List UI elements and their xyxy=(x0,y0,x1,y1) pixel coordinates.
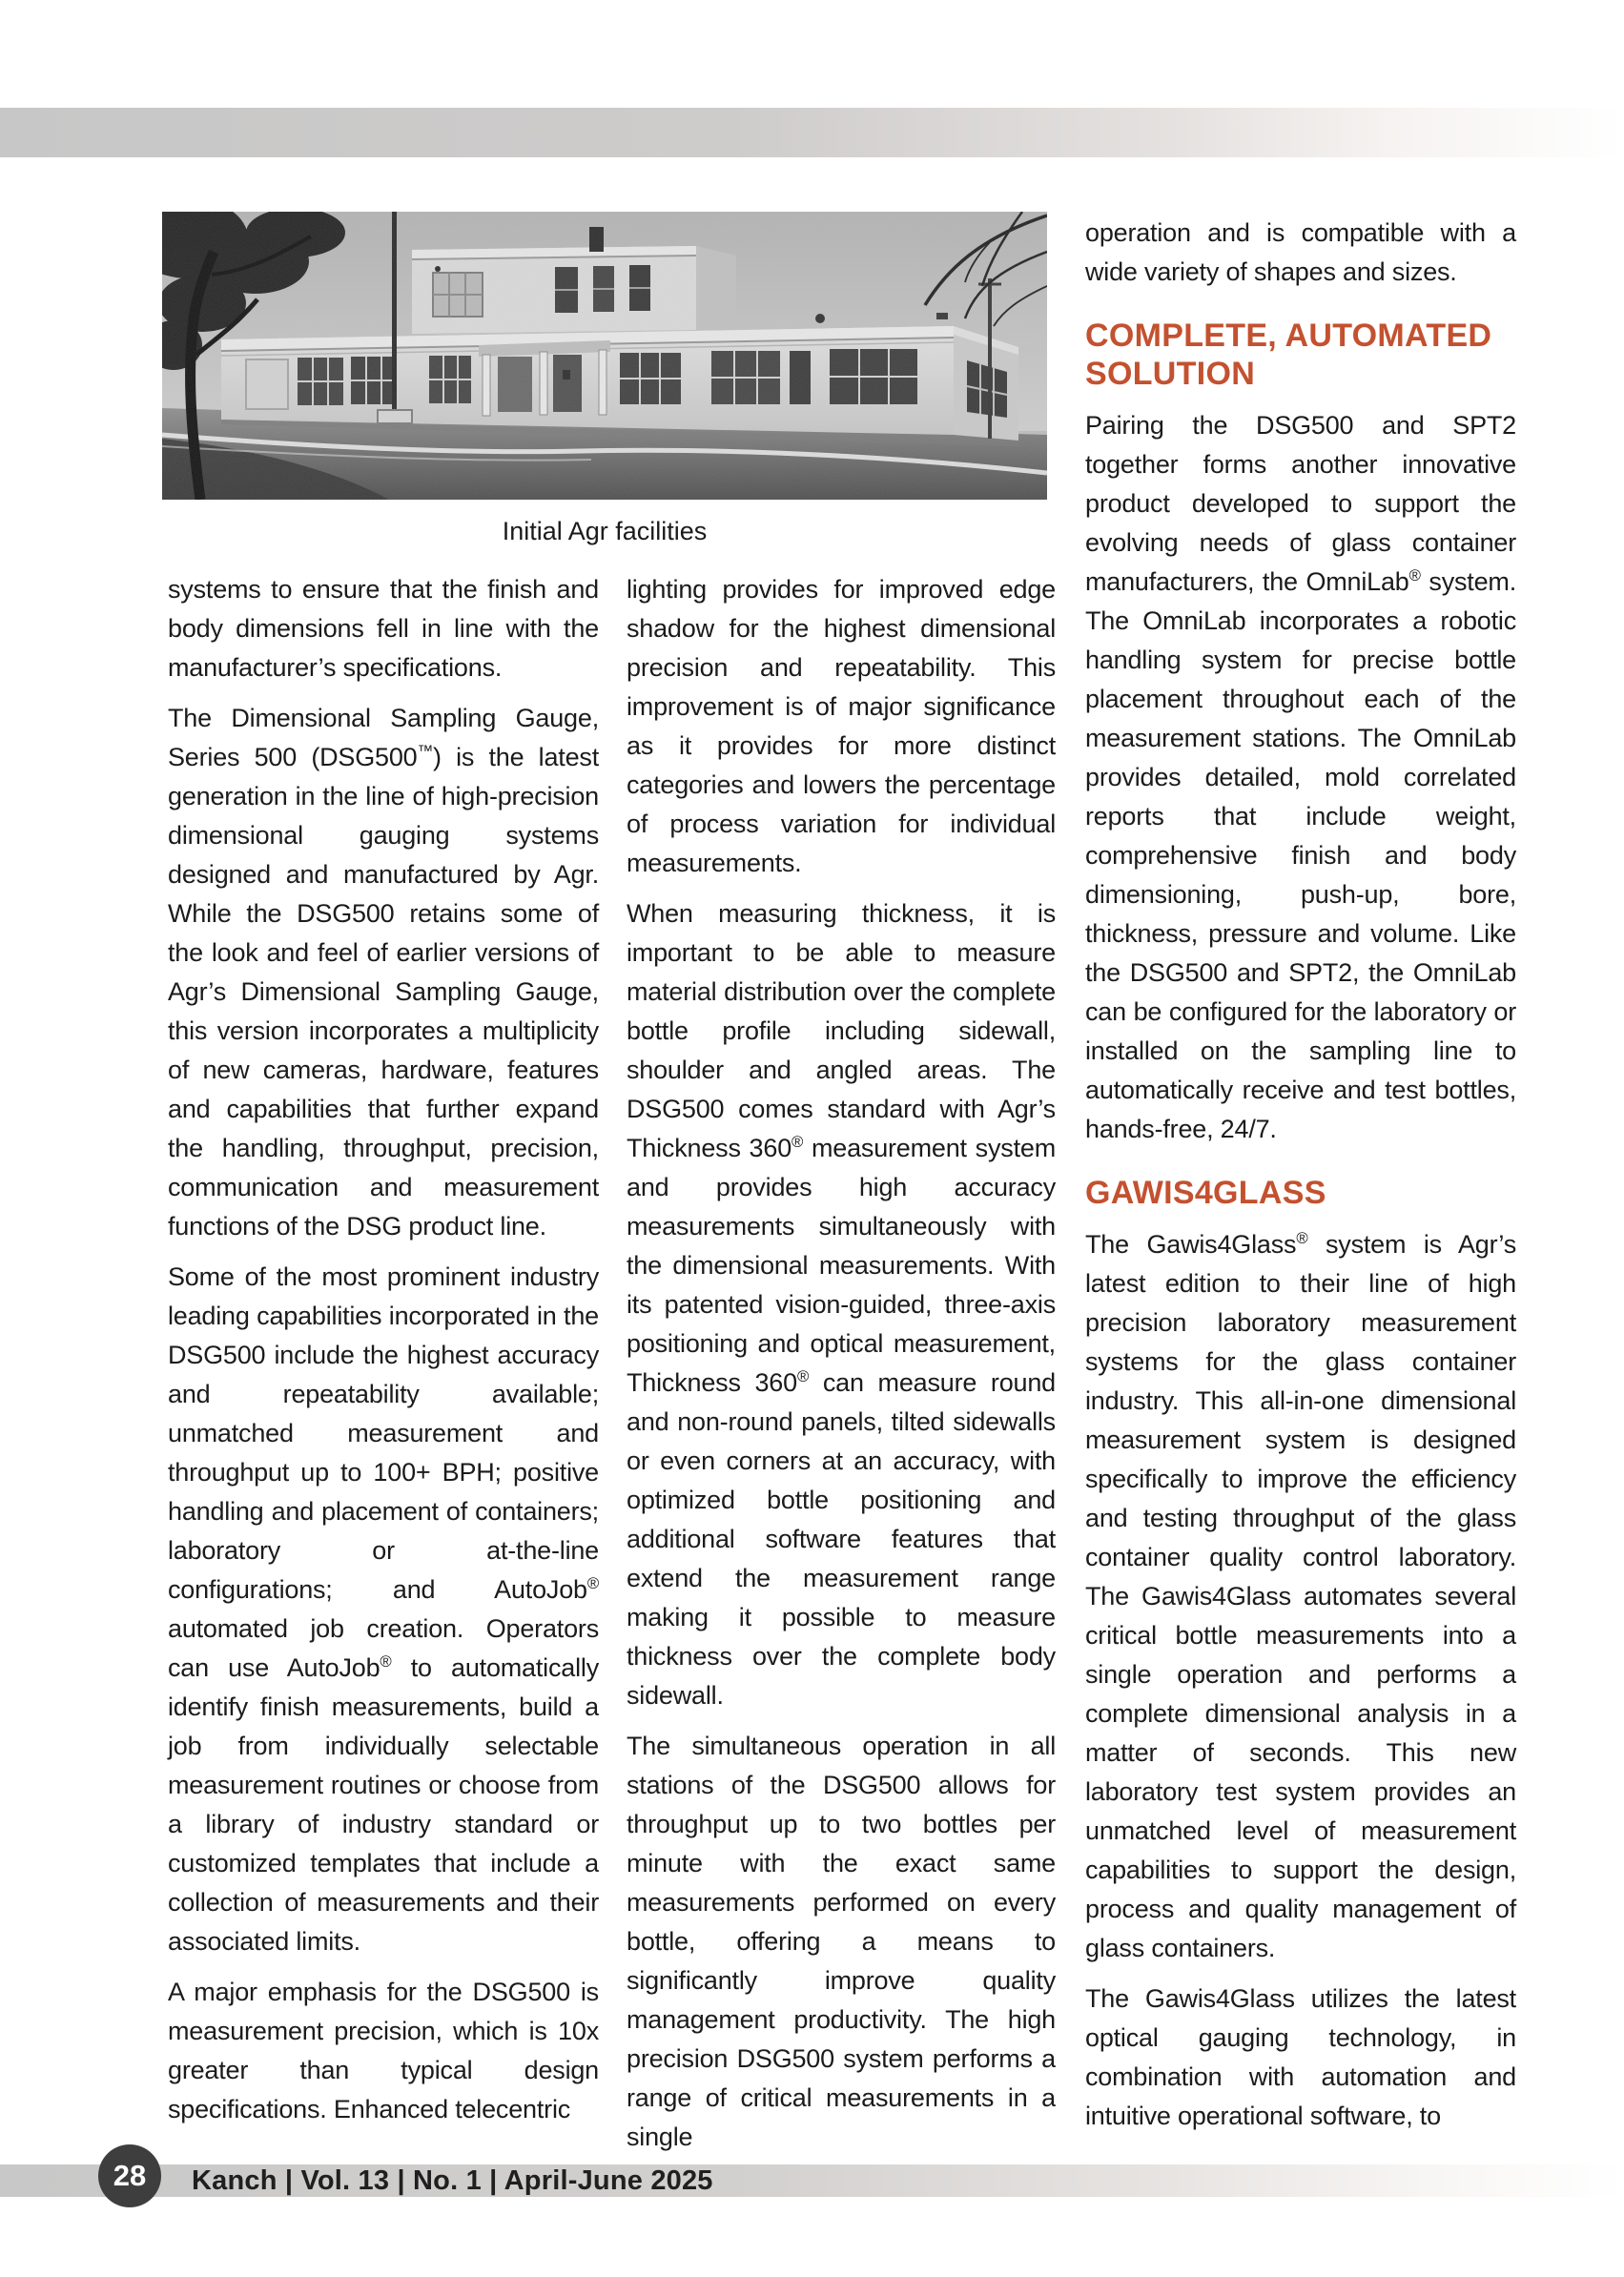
text-column-right xyxy=(1085,214,1516,2136)
body-paragraph: operation and is compatible with a wide variety of shapes and sizes. xyxy=(1085,218,1516,286)
body-paragraph: Some of the most prominent industry leading capabilities incorporated in the DSG500 include the highest accuracy and repeatability available; unmatched measurement and throughput up to 100+ BPH; positive handling and placement of containers; laboratory or at-the-line configurations; and AutoJob® automated job creation. Operators can use AutoJob® to automatically identify finish measurements, build a job from individually selectable measurement routines or choose from a library of industry standard or customized templates that include a collection of measurements and their associated limits. xyxy=(168,1262,599,1956)
body-paragraph: The Gawis4Glass® system is Agr’s latest edition to their line of high precision laboratory measurement systems for the glass container industry. This all-in-one dimensional measurement system is designed specifically to improve the efficiency and testing throughput of the glass container quality control laboratory. The Gawis4Glass automates several critical bottle measurements into a single operation and performs a complete dimensional analysis in a matter of seconds. This new laboratory test system provides an unmatched level of measurement capabilities to support the design, process and quality management of glass containers. xyxy=(1085,1229,1516,1962)
body-paragraph: lighting provides for improved edge shadow for the highest dimensional precision and repeatability. This improvement is of major significance as it provides for more distinct categories and lowers the percentage of process variation for individual measurements. xyxy=(627,575,1056,877)
body-paragraph: When measuring thickness, it is important to be able to measure material distribution over the complete bottle profile including sidewall, shoulder and angled areas. The DSG500 comes standard with Agr’s Thickness 360® measurement system and provides high accuracy measurements simultaneously with the dimensional measurements. With its patented vision-guided, three-axis positioning and optical measurement, Thickness 360® can measure round and non-round panels, tilted sidewalls or even corners at an accuracy, with optimized bottle positioning and additional software features that extend the measurement range making it possible to measure thickness over the complete body sidewall. xyxy=(627,899,1056,1710)
body-paragraph: The Gawis4Glass utilizes the latest optical gauging technology, in combination with automation and intuitive operational software, to xyxy=(1085,1984,1516,2130)
text-column-middle xyxy=(627,570,1056,2157)
page-number-badge: 28 xyxy=(98,2144,161,2207)
body-paragraph: Pairing the DSG500 and SPT2 together forms another innovative product developed to support the evolving needs of glass container manufacturers, the OmniLab® system. The OmniLab incorporates a robotic handling system for precise bottle placement throughout each of the measurement stations. The OmniLab provides detailed, mold correlated reports that include weight, comprehensive finish and body dimensioning, push-up, bore, thickness, pressure and volume. Like the DSG500 and SPT2, the OmniLab can be configured for the laboratory or installed on the sampling line to automatically receive and test bottles, hands-free, 24/7. xyxy=(1085,411,1517,1143)
body-paragraph: systems to ensure that the finish and body dimensions fell in line with the manufacturer’s specifications. xyxy=(168,575,599,682)
facility-photo-graphic xyxy=(162,212,1047,500)
top-gray-band xyxy=(0,108,1624,157)
section-heading: COMPLETE, AUTOMATED SOLUTION xyxy=(1085,318,1492,392)
photo-caption: Initial Agr facilities xyxy=(502,517,708,545)
body-paragraph: A major emphasis for the DSG500 is measurement precision, which is 10x greater than typical design specifications. Enhanced telecentric xyxy=(168,1978,599,2123)
text-column-left xyxy=(168,570,599,2129)
footer-citation: Kanch | Vol. 13 | No. 1 | April-June 2025 xyxy=(192,2165,713,2196)
body-paragraph: The Dimensional Sampling Gauge, Series 500 (DSG500™) is the latest generation in the line of high-precision dimensional gauging systems designed and manufactured by Agr. While the DSG500 retains some of the look and feel of earlier versions of Agr’s Dimensional Sampling Gauge, this version incorporates a multiplicity of new cameras, hardware, features and capabilities that further expand the handling, throughput, precision, communication and measurement functions of the DSG product line. xyxy=(168,704,600,1241)
facility-photo xyxy=(162,212,1047,500)
section-heading: GAWIS4GLASS xyxy=(1085,1175,1326,1211)
body-paragraph: The simultaneous operation in all stations of the DSG500 allows for throughput up to two bottles per minute with the exact same measurements performed on every bottle, offering a means to significantly improve quality management productivity. The high precision DSG500 system performs a range of critical measurements in a single xyxy=(627,1732,1056,2151)
